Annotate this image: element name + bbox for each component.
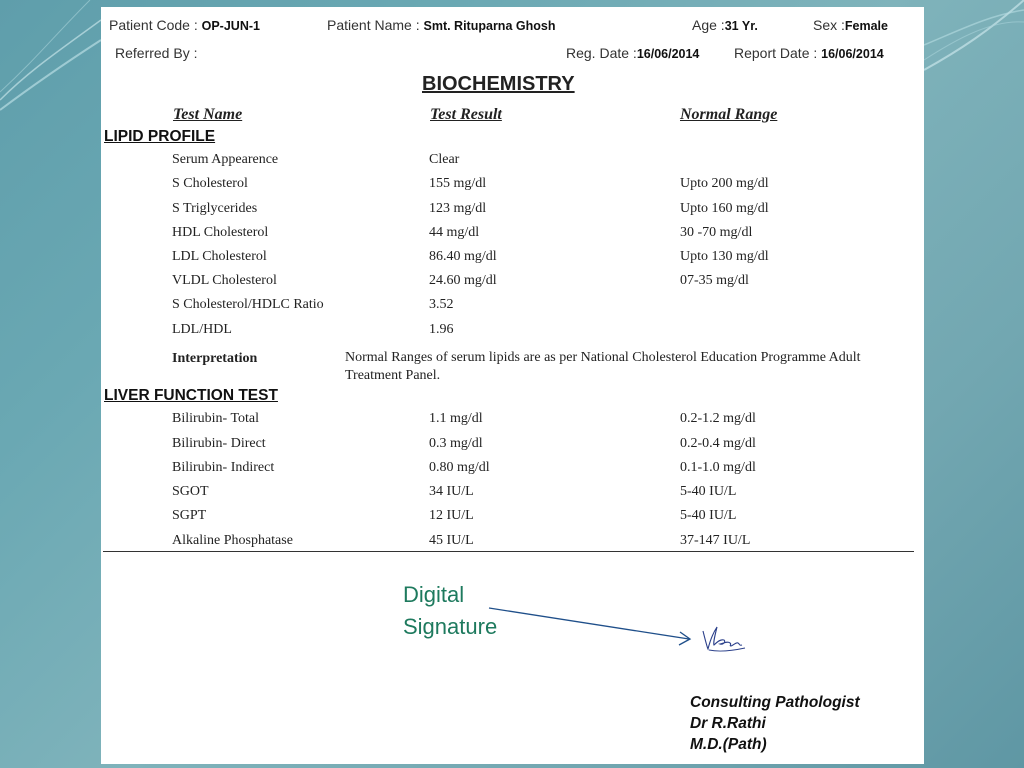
column-header-test-name: Test Name bbox=[173, 106, 243, 123]
normal-range: 37-147 IU/L bbox=[680, 533, 751, 548]
section-heading-lipid-profile: LIPID PROFILE bbox=[104, 128, 216, 145]
table-row bbox=[101, 273, 924, 295]
normal-range: 5-40 IU/L bbox=[680, 484, 737, 499]
column-header-normal-range: Normal Range bbox=[680, 106, 778, 123]
test-name: S Triglycerides bbox=[172, 201, 258, 216]
normal-range: 30 -70 mg/dl bbox=[680, 225, 753, 240]
table-row bbox=[101, 436, 924, 458]
patient-age: Age :31 Yr. bbox=[692, 17, 758, 33]
test-result: Clear bbox=[429, 152, 460, 167]
table-row bbox=[101, 176, 924, 198]
test-result: 3.52 bbox=[429, 297, 454, 312]
divider bbox=[103, 551, 914, 552]
normal-range: 0.2-0.4 mg/dl bbox=[680, 436, 756, 451]
test-name: LDL Cholesterol bbox=[172, 249, 267, 264]
interpretation-label: Interpretation bbox=[172, 351, 258, 366]
table-row bbox=[101, 297, 924, 319]
column-header-test-result: Test Result bbox=[430, 106, 502, 123]
test-name: SGPT bbox=[172, 508, 207, 523]
test-result: 34 IU/L bbox=[429, 484, 474, 499]
normal-range: 07-35 mg/dl bbox=[680, 273, 749, 288]
report-title: BIOCHEMISTRY bbox=[422, 73, 575, 95]
normal-range: 0.2-1.2 mg/dl bbox=[680, 411, 756, 426]
table-row bbox=[101, 249, 924, 271]
signature-icon bbox=[699, 621, 749, 655]
test-name: Serum Appearence bbox=[172, 152, 279, 167]
test-result: 0.3 mg/dl bbox=[429, 436, 483, 451]
test-result: 1.96 bbox=[429, 322, 454, 337]
table-row bbox=[101, 225, 924, 247]
test-result: 44 mg/dl bbox=[429, 225, 480, 240]
test-name: SGOT bbox=[172, 484, 209, 499]
reg-date: Reg. Date :16/06/2014 bbox=[566, 45, 700, 61]
referred-by: Referred By : bbox=[115, 45, 198, 61]
section-heading-liver-function: LIVER FUNCTION TEST bbox=[104, 387, 278, 404]
normal-range: Upto 160 mg/dl bbox=[680, 201, 769, 216]
lab-report-sheet bbox=[101, 7, 924, 764]
table-row bbox=[101, 201, 924, 223]
test-name: Bilirubin- Indirect bbox=[172, 460, 275, 475]
test-result: 86.40 mg/dl bbox=[429, 249, 497, 264]
interpretation-text: Normal Ranges of serum lipids are as per National Cholesterol Education Programme Adult Treatment Panel. bbox=[345, 350, 861, 383]
arrow-icon bbox=[481, 603, 701, 653]
patient-code: Patient Code : OP-JUN-1 bbox=[109, 17, 260, 33]
test-name: S Cholesterol bbox=[172, 176, 248, 191]
table-row bbox=[101, 152, 924, 174]
test-name: LDL/HDL bbox=[172, 322, 232, 337]
test-result: 45 IU/L bbox=[429, 533, 474, 548]
test-name: S Cholesterol/HDLC Ratio bbox=[172, 297, 324, 312]
patient-sex: Sex :Female bbox=[813, 17, 888, 33]
test-result: 155 mg/dl bbox=[429, 176, 487, 191]
table-row bbox=[101, 484, 924, 506]
normal-range: Upto 200 mg/dl bbox=[680, 176, 769, 191]
test-name: HDL Cholesterol bbox=[172, 225, 269, 240]
pathologist-role: Consulting Pathologist bbox=[690, 694, 860, 711]
test-result: 0.80 mg/dl bbox=[429, 460, 490, 475]
test-result: 123 mg/dl bbox=[429, 201, 487, 216]
table-row bbox=[101, 460, 924, 482]
callout-line-1: Digital bbox=[403, 582, 465, 607]
table-row bbox=[101, 508, 924, 530]
normal-range: 5-40 IU/L bbox=[680, 508, 737, 523]
test-name: VLDL Cholesterol bbox=[172, 273, 277, 288]
test-result: 1.1 mg/dl bbox=[429, 411, 483, 426]
pathologist-block bbox=[690, 692, 860, 755]
patient-name: Patient Name : Smt. Rituparna Ghosh bbox=[327, 17, 556, 33]
callout-line-2: Signature bbox=[403, 614, 498, 639]
test-name: Bilirubin- Direct bbox=[172, 436, 266, 451]
table-row bbox=[101, 322, 924, 344]
report-date: Report Date : 16/06/2014 bbox=[734, 45, 884, 61]
table-row bbox=[101, 411, 924, 433]
pathologist-degree: M.D.(Path) bbox=[690, 736, 767, 753]
test-result: 24.60 mg/dl bbox=[429, 273, 497, 288]
normal-range: 0.1-1.0 mg/dl bbox=[680, 460, 756, 475]
test-name: Alkaline Phosphatase bbox=[172, 533, 293, 548]
pathologist-name: Dr R.Rathi bbox=[690, 715, 766, 732]
test-name: Bilirubin- Total bbox=[172, 411, 260, 426]
normal-range: Upto 130 mg/dl bbox=[680, 249, 769, 264]
test-result: 12 IU/L bbox=[429, 508, 474, 523]
